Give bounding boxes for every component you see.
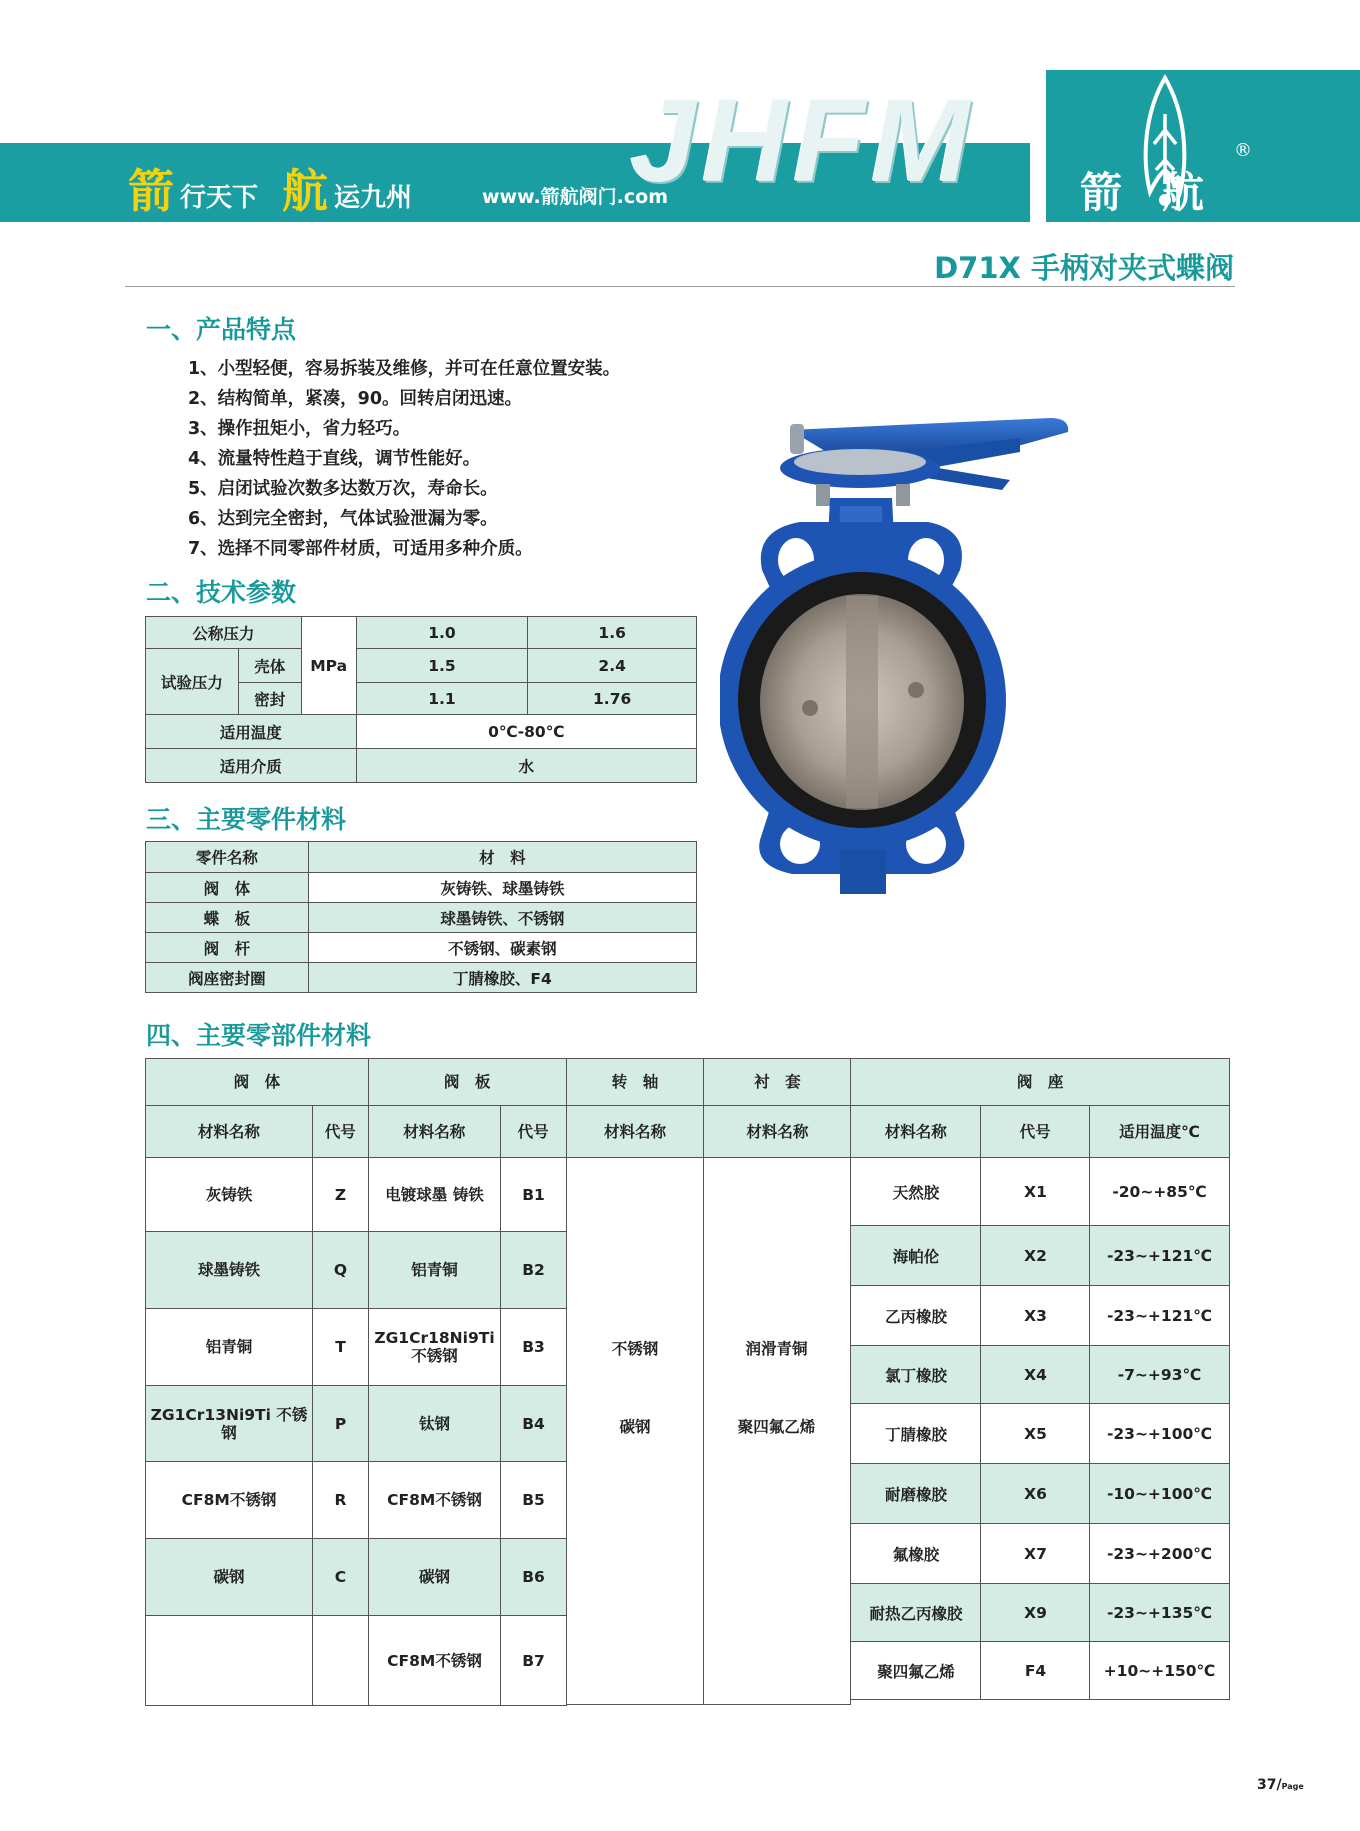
pn-value: 1.0 xyxy=(356,617,528,649)
nominal-pressure-label: 公称压力 xyxy=(146,617,302,649)
body-material-code: Z xyxy=(312,1157,369,1232)
seat-material-name: 天然胶 xyxy=(850,1157,982,1226)
seat-material-name: 耐磨橡胶 xyxy=(850,1463,982,1524)
disc-material-name: 钛钢 xyxy=(368,1385,501,1462)
disc-material-code: B6 xyxy=(500,1538,567,1616)
feature-item: 7、选择不同零部件材质，可适用多种介质。 xyxy=(188,539,533,559)
sub-header: 代号 xyxy=(312,1106,368,1158)
shaft-material: 碳钢 xyxy=(619,1418,651,1436)
slogan-small-2: 运九州 xyxy=(334,182,413,213)
body-material-code xyxy=(312,1615,369,1706)
seat-material-code: X9 xyxy=(980,1583,1091,1642)
seat-material-name: 氟橡胶 xyxy=(850,1523,982,1584)
seat-material-code: X7 xyxy=(980,1523,1091,1584)
feature-item: 1、小型轻便，容易拆装及维修，并可在任意位置安装。 xyxy=(188,359,621,379)
slogan xyxy=(128,158,430,218)
slogan-small-1: 行天下 xyxy=(180,182,259,213)
disc-material-code: B5 xyxy=(500,1461,567,1539)
sub-header: 代号 xyxy=(981,1106,1090,1158)
medium-label: 适用介质 xyxy=(146,749,357,783)
bushing-column xyxy=(703,1157,851,1705)
body-material-name: ZG1Cr13Ni9Ti 不锈钢 xyxy=(145,1385,313,1462)
feature-item: 2、结构简单，紧凑，90。回转启闭迅速。 xyxy=(188,389,523,409)
seat-material-temp: -23~+135℃ xyxy=(1089,1583,1230,1642)
slogan-big-1: 箭 xyxy=(128,164,174,218)
disc-material-name: 铝青铜 xyxy=(368,1231,501,1309)
body-material-name xyxy=(145,1615,313,1706)
seat-material-code: X3 xyxy=(980,1285,1091,1346)
seat-material-code: X4 xyxy=(980,1345,1091,1404)
seal-value: 1.76 xyxy=(528,683,697,715)
shell-value: 2.4 xyxy=(528,649,697,683)
feature-item: 3、操作扭矩小，省力轻巧。 xyxy=(188,419,411,439)
col-material-header: 材 料 xyxy=(308,842,696,873)
disc-material-name: 碳钢 xyxy=(368,1538,501,1616)
temp-label: 适用温度 xyxy=(146,715,357,749)
body-material-name: 碳钢 xyxy=(145,1538,313,1616)
unit-cell: MPa xyxy=(301,617,356,715)
section-heading-parts: 三、主要零件材料 xyxy=(146,805,347,834)
seat-material-code: F4 xyxy=(980,1641,1091,1700)
components-table-body xyxy=(145,1157,1230,1706)
seat-material-name: 耐热乙丙橡胶 xyxy=(850,1583,982,1642)
body-material-code: Q xyxy=(312,1231,369,1309)
seat-material-temp: -23~+121℃ xyxy=(1089,1285,1230,1346)
part-name: 阀座密封圈 xyxy=(146,963,309,993)
seat-material-name: 聚四氟乙烯 xyxy=(850,1641,982,1700)
disc-material-code: B1 xyxy=(500,1157,567,1232)
seat-material-name: 乙丙橡胶 xyxy=(850,1285,982,1346)
sub-header: 适用温度℃ xyxy=(1090,1106,1230,1158)
seat-material-name: 氯丁橡胶 xyxy=(850,1345,982,1404)
seat-material-temp: -23~+100℃ xyxy=(1089,1403,1230,1464)
sub-header: 材料名称 xyxy=(146,1106,313,1158)
feature-list xyxy=(188,354,620,564)
disc-material-code: B3 xyxy=(500,1308,567,1386)
disc-material-name: 电镀球墨 铸铁 xyxy=(368,1157,501,1232)
seat-material-name: 海帕伦 xyxy=(850,1225,982,1286)
body-material-code: T xyxy=(312,1308,369,1386)
brand-mark: JHFM xyxy=(630,75,976,207)
shaft-material: 不锈钢 xyxy=(611,1340,659,1358)
seat-material-temp: -7~+93℃ xyxy=(1089,1345,1230,1404)
body-material-name: 铝青铜 xyxy=(145,1308,313,1386)
group-header-disc: 阀 板 xyxy=(368,1059,566,1106)
title-divider xyxy=(125,286,1235,287)
shell-label: 壳体 xyxy=(238,649,301,683)
page-suffix: Page xyxy=(1281,1782,1304,1791)
body-material-code: P xyxy=(312,1385,369,1462)
seat-material-temp: -10~+100℃ xyxy=(1089,1463,1230,1524)
sub-header: 材料名称 xyxy=(851,1106,981,1158)
temp-value: 0℃-80℃ xyxy=(356,715,696,749)
disc-material-name: ZG1Cr18Ni9Ti 不锈钢 xyxy=(368,1308,501,1386)
part-material: 球墨铸铁、不锈钢 xyxy=(308,903,696,933)
page-number: 37/Page xyxy=(1257,1777,1304,1793)
body-material-code: C xyxy=(312,1538,369,1616)
seal-value: 1.1 xyxy=(356,683,528,715)
part-name: 阀 体 xyxy=(146,873,309,903)
shaft-column xyxy=(566,1157,704,1705)
disc-material-name: CF8M不锈钢 xyxy=(368,1615,501,1706)
page-title: D71X 手柄对夹式蝶阀 xyxy=(934,251,1234,285)
test-pressure-label: 试验压力 xyxy=(146,649,239,715)
disc-material-code: B4 xyxy=(500,1385,567,1462)
part-name: 阀 杆 xyxy=(146,933,309,963)
disc-material-code: B7 xyxy=(500,1615,567,1706)
part-name: 蝶 板 xyxy=(146,903,309,933)
website-link[interactable]: www.箭航阀门.com xyxy=(482,186,668,208)
section-heading-components: 四、主要零部件材料 xyxy=(146,1021,372,1050)
feature-item: 4、流量特性趋于直线，调节性能好。 xyxy=(188,449,481,469)
butterfly-valve-image xyxy=(720,410,1220,940)
tech-params-table xyxy=(145,616,697,783)
feature-item: 5、启闭试验次数多达数万次，寿命长。 xyxy=(188,479,498,499)
bushing-material: 聚四氟乙烯 xyxy=(737,1418,816,1436)
registered-mark: ® xyxy=(1234,140,1252,161)
section-heading-features: 一、产品特点 xyxy=(146,315,297,344)
part-material: 不锈钢、碳素钢 xyxy=(308,933,696,963)
body-material-name: 灰铸铁 xyxy=(145,1157,313,1232)
body-material-code: R xyxy=(312,1461,369,1539)
medium-value: 水 xyxy=(356,749,696,783)
disc-material-name: CF8M不锈钢 xyxy=(368,1461,501,1539)
seat-material-name: 丁腈橡胶 xyxy=(850,1403,982,1464)
body-material-name: 球墨铸铁 xyxy=(145,1231,313,1309)
shell-value: 1.5 xyxy=(356,649,528,683)
part-material: 灰铸铁、球墨铸铁 xyxy=(308,873,696,903)
seat-material-temp: -20~+85℃ xyxy=(1089,1157,1230,1226)
col-part-header: 零件名称 xyxy=(146,842,309,873)
seat-material-code: X5 xyxy=(980,1403,1091,1464)
body-material-name: CF8M不锈钢 xyxy=(145,1461,313,1539)
components-material-table xyxy=(145,1058,1230,1158)
group-header-seat: 阀 座 xyxy=(851,1059,1230,1106)
bushing-material: 润滑青铜 xyxy=(745,1340,808,1358)
section-heading-tech: 二、技术参数 xyxy=(146,578,297,607)
seat-material-temp: +10~+150℃ xyxy=(1089,1641,1230,1700)
parts-material-table xyxy=(145,841,697,993)
group-header-body: 阀 体 xyxy=(146,1059,369,1106)
seat-material-temp: -23~+121℃ xyxy=(1089,1225,1230,1286)
pn-value: 1.6 xyxy=(528,617,697,649)
logo-name: 箭航 xyxy=(1080,168,1245,217)
slogan-big-2: 航 xyxy=(282,164,329,218)
seat-material-code: X1 xyxy=(980,1157,1091,1226)
seat-material-code: X2 xyxy=(980,1225,1091,1286)
seat-material-code: X6 xyxy=(980,1463,1091,1524)
seat-material-temp: -23~+200℃ xyxy=(1089,1523,1230,1584)
part-material: 丁腈橡胶、F4 xyxy=(308,963,696,993)
page-number-value: 37 xyxy=(1257,1777,1277,1793)
group-header-shaft: 转 轴 xyxy=(566,1059,704,1106)
sub-header: 代号 xyxy=(500,1106,566,1158)
disc-material-code: B2 xyxy=(500,1231,567,1309)
group-header-bushing: 衬 套 xyxy=(704,1059,851,1106)
seal-label: 密封 xyxy=(238,683,301,715)
sub-header: 材料名称 xyxy=(566,1106,704,1158)
feature-item: 6、达到完全密封，气体试验泄漏为零。 xyxy=(188,509,498,529)
sub-header: 材料名称 xyxy=(704,1106,851,1158)
sub-header: 材料名称 xyxy=(368,1106,500,1158)
